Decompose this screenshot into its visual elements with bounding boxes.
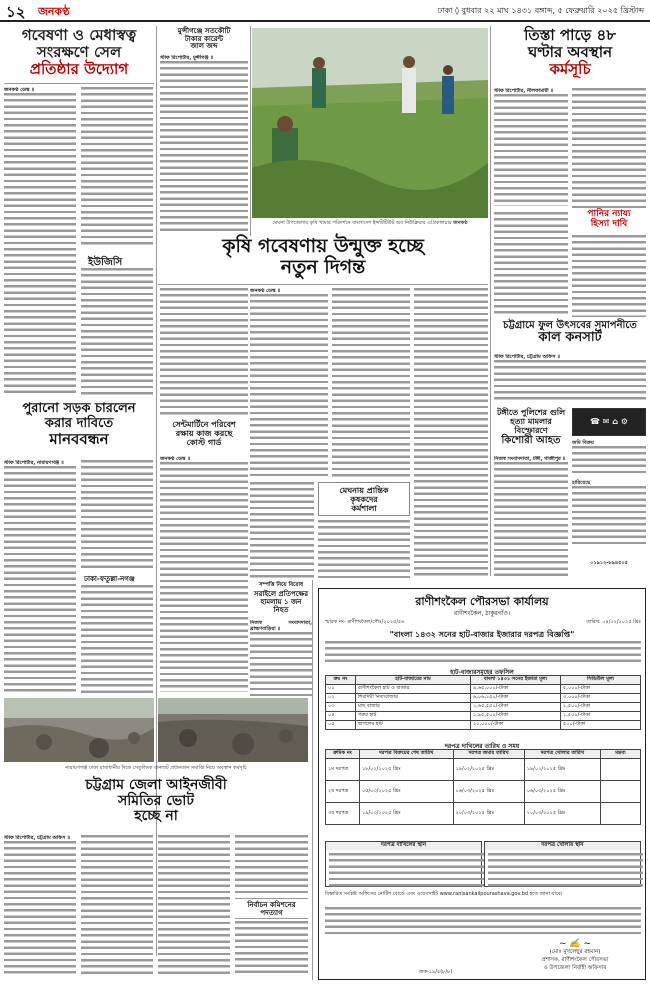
- table-cell: শিবদিঘী নিত্যবাজার: [356, 694, 471, 703]
- story10-body: [250, 620, 312, 696]
- table-header: ক্রমিক নং: [326, 750, 360, 759]
- notice-signature: [515, 939, 635, 973]
- table-cell: ৫,০০০/-টাকা: [561, 685, 641, 694]
- table-cell: ১৯/০২/২০২৫ খ্রিঃ: [524, 759, 600, 781]
- notice-office: রাণীশংকৈল পৌরসভা কার্যালয়: [415, 595, 549, 608]
- headline-line: হামলায় ১ জন: [260, 596, 302, 606]
- subhead-line: নির্বাচন কমিশনের: [247, 900, 296, 909]
- open-place-box: [484, 841, 641, 887]
- badge-text: ইউজিসি: [88, 257, 123, 268]
- dateline: জনকণ্ঠ ডেস্ক ॥: [4, 87, 35, 93]
- table-cell: গরুর হাট: [356, 712, 471, 721]
- headline-line: ঘণ্টার অবস্থান: [527, 42, 613, 61]
- hat-bazar-table: [325, 675, 641, 730]
- story11-subhead: [235, 898, 308, 919]
- table-header: দরপত্র খোলার তারিখ: [524, 750, 600, 759]
- headline-line: চট্টগ্রামে ফুল উৎসবের সমাপনীতে: [503, 320, 637, 331]
- story3-headline: [494, 27, 646, 77]
- signer-name: (মোঃ মুখলেছুর রহমান): [549, 949, 601, 955]
- story1-body-col2: [81, 87, 153, 247]
- headline-line: টাকার কারেন্ট: [184, 33, 224, 43]
- headline-line: রক্ষায় কাজ করছে: [175, 427, 233, 438]
- table-header: হাট-বাজারের নাম: [356, 676, 471, 685]
- table-header: মন্তব্য: [601, 750, 641, 759]
- table-cell: ১৮/০২/২০২৫ খ্রিঃ: [360, 759, 454, 781]
- headline-line: নতুন দিগন্ত: [280, 256, 366, 279]
- pullquote-line: মেঘনায় প্রান্তিক: [339, 485, 389, 495]
- table-row: [326, 803, 641, 825]
- notice-address: রাণীশংকৈল, ঠাকুরগাঁও।: [453, 610, 511, 617]
- table-cell: [601, 781, 641, 803]
- table-cell: ০৩: [326, 703, 356, 712]
- notice-table-title: হাট-বাজারসমূহের তফসিল: [450, 669, 514, 676]
- dateline: স্টাফ রিপোর্টার, মুন্সীগঞ্জ ॥: [160, 55, 214, 61]
- table-row: [326, 721, 641, 730]
- classified-land: [572, 440, 646, 476]
- farm-visit-photo: [252, 28, 488, 218]
- story1-body-col1: [4, 87, 76, 397]
- dateline: জনকণ্ঠ ডেস্ক ॥: [250, 288, 281, 294]
- story4-body-col1b: [250, 482, 314, 578]
- table-cell: ১৯/০২/২০২৫ খ্রিঃ: [453, 759, 524, 781]
- story5-headline: [572, 210, 646, 230]
- table-cell: ০৫/০৩/২০২৫ খ্রিঃ: [360, 781, 454, 803]
- table-cell: ০১: [326, 685, 356, 694]
- table-cell: ০২: [326, 694, 356, 703]
- schedule-title: দরপত্র দাখিলের তারিখ ও সময়: [444, 743, 520, 750]
- column-rule: [250, 26, 251, 236]
- headline-line: তিস্তা পাড়ে ৪৮: [524, 26, 616, 44]
- tender-notice: [318, 588, 646, 980]
- headline-line: সরাইলে প্রতিপক্ষের: [253, 589, 309, 598]
- table-row: [326, 781, 641, 803]
- story11-body-col4: [235, 835, 308, 895]
- notice-intro: [325, 641, 641, 665]
- table-cell: ৫০০/-টাকা: [561, 721, 641, 730]
- divider: [158, 284, 488, 285]
- table-cell: ০৬/০৩/২০২৫ খ্রিঃ: [524, 781, 600, 803]
- notice-conditions: [325, 907, 641, 937]
- road-photo-caption: নারায়ণগঞ্জ ঢাকা রাজধানীর দিকে সেতুলিংক যানজট প্রধানতান সমাপ্তি নিয়ে অবস্থান কর্মসূচি: [65, 765, 247, 771]
- table-cell: ২০,০০০/-টাকা: [471, 721, 561, 730]
- table-row: [326, 712, 641, 721]
- story9-body: [494, 456, 568, 578]
- table-cell: ১ম দরপত্র: [326, 759, 360, 781]
- story1-body-col2b: [81, 268, 153, 396]
- table-cell: ৩য় দরপত্র: [326, 803, 360, 825]
- headline-line: হচ্ছে না: [134, 808, 178, 825]
- masthead: [0, 0, 650, 22]
- pullquote-line: কৃষকদের: [350, 493, 378, 504]
- story2-continued: [160, 288, 248, 418]
- story1-badge: [88, 250, 148, 268]
- headline-line: টঙ্গীতে পুলিশের গুলি: [496, 407, 566, 417]
- table-cell: ১,৫০০/-টাকা: [561, 703, 641, 712]
- table-cell: ১,৫০০/-টাকা: [561, 712, 641, 721]
- dateline: জনকণ্ঠ ডেস্ক ॥: [160, 456, 191, 462]
- table-cell: ৯,৬৫,০০০/-টাকা: [471, 685, 561, 694]
- story1-headline: [4, 27, 154, 77]
- table-cell: ০৫: [326, 721, 356, 730]
- story3-body-col2: [572, 88, 646, 208]
- story3-body-col1b: [494, 212, 568, 317]
- classified-banner: [572, 408, 646, 436]
- photo-credit: জনকণ্ঠ: [453, 220, 468, 226]
- headline-line: কোস্ট গার্ড: [186, 436, 222, 447]
- table-row: [326, 685, 641, 694]
- road-photo-right: [158, 698, 308, 762]
- table-header: ক্রঃ নং: [326, 676, 356, 685]
- headline-line: মুন্সীগঞ্জে সতকৌটি: [177, 26, 231, 35]
- headline-line: পুরানো সড়ক চারলেন: [22, 401, 136, 416]
- story7-body-col2b: [81, 585, 153, 695]
- dateline: স্টাফ রিপোর্টার, নীলফামারী ॥: [494, 88, 554, 94]
- headline-line: সংরক্ষণে সেল: [36, 42, 122, 61]
- signer-title: প্রশাসক, রাণীশংকৈল পৌরসভা: [541, 957, 609, 963]
- dateline: স্টাফ রিপোর্টার, নারায়ণগঞ্জ ॥: [4, 460, 64, 466]
- classified-lost: [572, 480, 646, 546]
- caption-text: মেঘনা উপজেলায় কৃষি খামার পরিদর্শনে বাংলাদেশ ইন্সটিটিউট অব নিউক্লিয়ার এগ্রিকালচার: [272, 220, 452, 226]
- headline-line: সমিতির ভোট: [118, 792, 194, 809]
- headline-line: করার দাবিতে: [44, 415, 114, 431]
- story11-headline: [4, 778, 308, 825]
- memo-date: তারিখ: ০৪/০২/২০২৫ খ্রিঃ: [586, 619, 641, 625]
- table-cell: ৬,০৬,১৫০/-টাকা: [471, 694, 561, 703]
- table-row: [326, 759, 641, 781]
- table-row: [326, 703, 641, 712]
- signer-sub: ও উপজেলা নির্বাহী অফিসার: [543, 965, 607, 971]
- table-cell: [601, 803, 641, 825]
- story11-body-col4b: [235, 921, 308, 975]
- table-header-row: [326, 676, 641, 685]
- table-cell: ২০/০৩/২০২৫ খ্রিঃ: [453, 803, 524, 825]
- table-header: সিডিউল মূল্য: [561, 676, 641, 685]
- submit-place-title: দরপত্র দাখিলের স্থান: [326, 842, 481, 850]
- story3-body-col1: [494, 88, 568, 208]
- notice-memo: [325, 619, 641, 627]
- pullquote-line: কর্মশালা: [351, 502, 377, 513]
- headline-line: কর্মসূচি: [549, 59, 591, 78]
- notice-website: বিস্তারিত সংশ্লিষ্ট অফিসের নোটিশ বোর্ডে এবং ওয়েবসাইট www.ranisankailpourashava.gov.bd হতে জানা যাবে।: [325, 891, 563, 897]
- signature-mark: ~ ✍ ~: [558, 939, 591, 949]
- story10-headline: [250, 590, 312, 613]
- story8-body: [160, 456, 248, 694]
- table-cell: [601, 759, 641, 781]
- table-cell: ২০/০৩/২০২৫ খ্রিঃ: [524, 803, 600, 825]
- story4-body-col1: [250, 288, 328, 478]
- subhead-line: পদত্যাগ: [260, 907, 283, 917]
- table-cell: ২য় দরপত্র: [326, 781, 360, 803]
- dateline: স্টাফ রিপোর্টার, চট্টগ্রাম অফিস ॥: [494, 354, 560, 360]
- table-cell: মাছ বাজার: [356, 703, 471, 712]
- dateline: স্টাফ রিপোর্টার, চট্টগ্রাম অফিস ॥: [4, 835, 70, 841]
- story11-body-col2: [81, 835, 153, 975]
- headline-line: প্রতিষ্ঠার উদ্যোগ: [29, 59, 129, 78]
- story4-body-col2b: [318, 520, 410, 578]
- column-rule: [490, 26, 491, 576]
- column-rule: [312, 580, 313, 980]
- schedule-table: [325, 749, 641, 825]
- table-header: বাংলা ১৪৩১ সনের ইজারা মূল্য: [471, 676, 561, 685]
- story11-body-col1: [4, 835, 76, 975]
- story11-body-col3: [158, 835, 230, 975]
- notice-ref: জক-১৯/৫(৮/৮): [419, 969, 453, 975]
- story9-headline: [494, 408, 568, 446]
- headline-line: নিহত: [273, 604, 289, 614]
- divider: [4, 83, 154, 84]
- headline-line: সেন্টমার্টিনে পরিবেশ: [172, 419, 236, 429]
- road-photo-left: [4, 698, 154, 762]
- table-cell: ১৯/০৩/২০২৫ খ্রিঃ: [360, 803, 454, 825]
- headline-line: মানববন্ধন: [49, 430, 109, 449]
- headline-line: হিস্যা দাবি: [590, 218, 628, 229]
- table-row: [326, 694, 641, 703]
- table-cell: ছাগলের হাট: [356, 721, 471, 730]
- story7-body-col1: [4, 460, 76, 695]
- memo-no: স্মারক নং- রাণীশংকৈল/পৌঃ/২০২৫/৫৬: [325, 619, 405, 625]
- dateline: নিজস্ব সংবাদদাতা, টঙ্গী, গাজীপুর ॥: [494, 456, 566, 462]
- table-header: দরপত্র জমার তারিখ: [453, 750, 524, 759]
- headline-line: জাল জব্দ: [190, 41, 218, 51]
- story2-headline: [160, 27, 248, 50]
- story10-kicker: সম্পত্তি নিয়ে বিরোধ: [258, 582, 304, 588]
- dateline: নিজস্ব সংবাদদাতা, ব্রাহ্মণবাড়িয়া ॥: [250, 620, 312, 633]
- headline-line: কিশোরী আহত: [501, 434, 561, 446]
- table-cell: রাণীশংকৈল হাট ও বাজার: [356, 685, 471, 694]
- open-place-title: দরপত্র খোলার স্থান: [485, 842, 640, 850]
- classified-banner-glyphs: ☎ ✉ ⌂ ⚙: [590, 417, 628, 426]
- story7-headline: [4, 402, 154, 448]
- story4-body-col3: [414, 288, 488, 578]
- table-header-row: [326, 750, 641, 759]
- headline-line: গবেষণা ও মেধাস্বত্ব: [21, 26, 137, 44]
- table-cell: ১,৯৫,৫০০/-টাকা: [471, 712, 561, 721]
- story5-body: [572, 235, 646, 317]
- story6-body: [494, 354, 646, 404]
- story6-headline: [494, 320, 646, 346]
- story7-body-col2: [81, 460, 153, 570]
- story7-badge: ঢাকা-ফতুল্লা-নগঞ্জ: [84, 574, 135, 583]
- farm-photo-caption: [252, 220, 488, 226]
- page-number: ১২: [6, 3, 26, 21]
- table-cell: ০৬/০৩/২০২৫ খ্রিঃ: [453, 781, 524, 803]
- headline-line: বিস্ফোরণে: [514, 424, 548, 435]
- story8-headline: [160, 420, 248, 447]
- headline-line: কৃষি গবেষণায় উন্মুক্ত হচ্ছে: [222, 235, 424, 257]
- classified-header: হারিয়েছে: [572, 480, 591, 486]
- headline-line: চট্টগ্রাম জেলা আইনজীবী: [85, 777, 227, 793]
- story4-body-col2: [332, 288, 410, 478]
- table-cell: ১,৬৫,৫৫০/-টাকা: [471, 703, 561, 712]
- headline-line: কাল কনসার্ট: [538, 330, 602, 346]
- story4-pullquote: [318, 482, 410, 516]
- paper-name: জনকণ্ঠ: [38, 5, 70, 18]
- table-cell: ০৪: [326, 712, 356, 721]
- story2-body: [160, 55, 248, 235]
- headline-line: পানির ন্যায্য: [587, 209, 631, 219]
- table-header: দরপত্র বিক্রয়ের শেষ তারিখ: [360, 750, 454, 759]
- submit-place-box: [325, 841, 482, 887]
- notice-title: "বাংলা ১৪৩২ সনের হাট-বাজার ইজারার দরপত্র বিজ্ঞপ্তি": [389, 629, 575, 639]
- date-line: ঢাকা ◊ বুধবার ২২ মাঘ ১৪৩১ বঙ্গাব্দ, ৫ ফেব্রুয়ারি ২০২৫ খ্রিস্টাব্দ: [437, 6, 644, 15]
- classified-phone: ০১৯১২-৮৯৪৫০৫: [590, 560, 628, 566]
- headline-line: হত্যা মামলার: [510, 415, 552, 426]
- table-cell: ৩,০০০/-টাকা: [561, 694, 641, 703]
- story4-headline: [158, 236, 488, 279]
- classified-header: জমি বিক্রয়: [572, 440, 594, 446]
